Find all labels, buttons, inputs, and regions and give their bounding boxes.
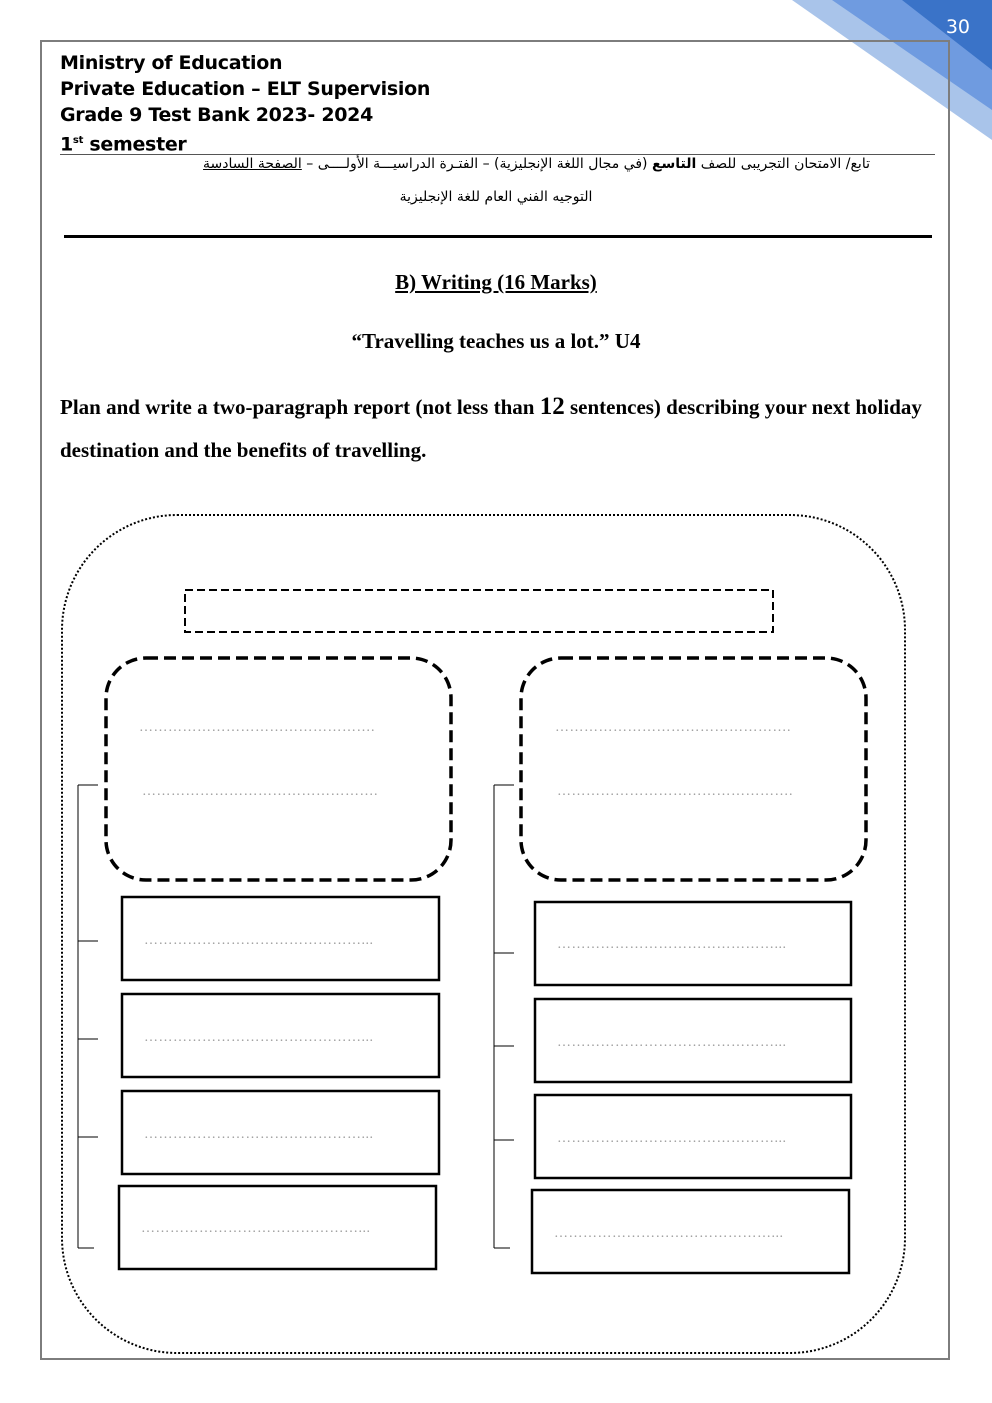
left-topic-bubble xyxy=(106,658,451,880)
writing-line[interactable]: …………………………………………. xyxy=(555,720,791,735)
task-instructions: Plan and write a two-paragraph report (not less than 12 sentences) describing your next holiday destination and the benefits of travelling. xyxy=(60,393,922,462)
right-bracket xyxy=(494,785,514,1248)
header-semester: 1st semester xyxy=(60,133,187,156)
page-number: 30 xyxy=(945,16,970,38)
writing-line[interactable]: ………………………………………... xyxy=(554,1226,784,1241)
writing-line[interactable]: ………………………………………... xyxy=(144,1030,374,1045)
writing-line[interactable]: …………………………………………. xyxy=(557,784,793,799)
writing-line[interactable]: ………………………………………... xyxy=(144,933,374,948)
title-box xyxy=(185,590,773,632)
writing-line[interactable]: …………………………………………. xyxy=(139,720,375,735)
writing-line[interactable]: ………………………………………... xyxy=(557,937,787,952)
writing-line[interactable]: ………………………………………... xyxy=(141,1221,371,1236)
header-test-bank: Grade 9 Test Bank 2023- 2024 xyxy=(60,104,373,126)
section-title: B) Writing (16 Marks) xyxy=(395,270,597,294)
header-ministry: Ministry of Education xyxy=(60,52,283,74)
topic-quote: “Travelling teaches us a lot.” U4 xyxy=(351,329,641,353)
left-bracket xyxy=(78,785,98,1248)
arabic-exam-line: تابع/ الامتحان التجريبى للصف التاسع (في مجال اللغة الإنجليزية) – الفتـرة الدراسيـــة الأولــــى – الصفحة السادسة xyxy=(203,156,870,172)
header-department: Private Education – ELT Supervision xyxy=(60,78,431,100)
writing-line[interactable]: ………………………………………... xyxy=(557,1035,787,1050)
arabic-supervision-line: التوجيه الفني العام للغة الإنجليزية xyxy=(399,189,593,205)
writing-line[interactable]: …………………………………………. xyxy=(142,784,378,799)
right-topic-bubble xyxy=(521,658,866,880)
writing-line[interactable]: ………………………………………... xyxy=(144,1127,374,1142)
writing-line[interactable]: ………………………………………... xyxy=(557,1131,787,1146)
